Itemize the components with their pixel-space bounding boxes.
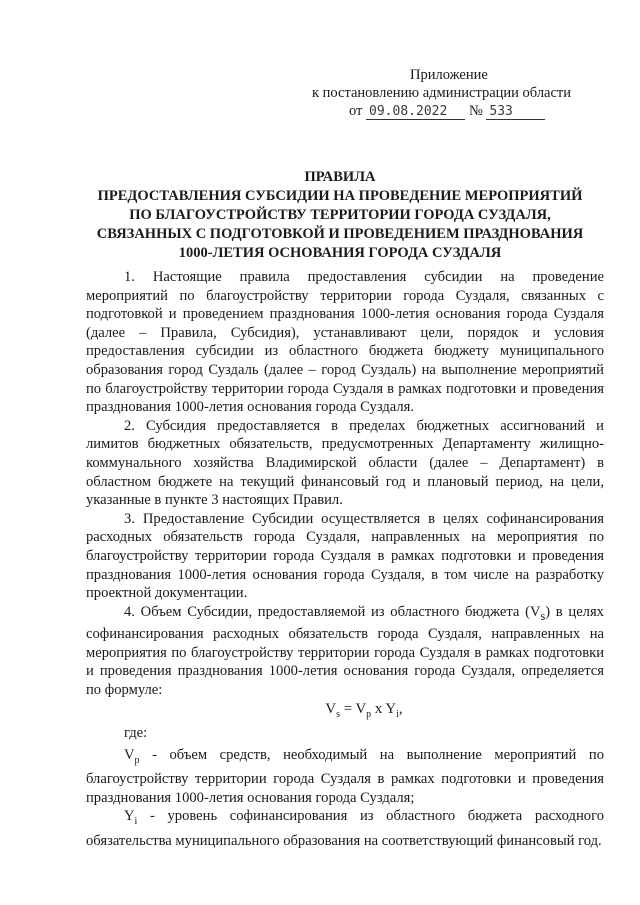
document-body [86,268,604,850]
appendix-resolution-line: к постановлению администрации области [312,85,572,101]
vp-text: - объем средств, необходимый на выполнение мероприятий по благоустройству территории города Суздаля в рамках подготовки и проведения празднования 1000-летия основания города Суздаля; [86,746,604,806]
number-label: № [468,103,483,119]
formula [86,700,604,725]
vp-subscript: p [134,754,140,766]
appendix-title: Приложение [410,67,488,83]
formula-v: V [325,700,337,717]
yi-text: - уровень софинансирования из областного бюджета расходного обязательства муниципального образования на соответствующий финансовый год. [86,808,604,849]
paragraph-4 [86,603,604,700]
appendix-block [302,66,592,121]
formula-sub-p: p [366,708,372,720]
title-line-1: ПРАВИЛА [304,169,376,185]
formula-x: x Y [371,700,397,717]
paragraph-3: 3. Предоставление Субсидии осуществляется в целях софинансирования расходных обязательств города Суздаля, направленных на мероприятия по благоустройству территории города Суздаля в рамках подготовки и проведения празднования 1000-летия основания города Суздаля, в том числе на разработку проектной документации. [86,510,604,602]
title-line-4: СВЯЗАННЫХ С ПОДГОТОВКОЙ И ПРОВЕДЕНИЕМ ПРАЗДНОВАНИЯ [96,226,584,242]
vp-symbol: V [124,746,135,763]
yi-subscript: i [134,816,138,828]
paragraph-4-subscript: s [540,608,546,623]
title-line-2: ПРЕДОСТАВЛЕНИЯ СУБСИДИИ НА ПРОВЕДЕНИЕ МЕРОПРИЯТИЙ [97,188,583,204]
paragraph-4-end: ) в целях софинансирования расходных обязательств города Суздаля, направленных на мероприятия по благоустройству территории города Суздаля в рамках подготовки и проведения празднования 1000-летия основания города Суздаля, определяется по формуле: [86,603,604,698]
resolution-date: 09.08.2022 [366,104,465,120]
title-line-5: 1000-ЛЕТИЯ ОСНОВАНИЯ ГОРОДА СУЗДАЛЯ [178,245,502,261]
yi-symbol: Y [124,808,135,825]
formula-eq: = V [340,700,367,717]
formula-sub-i: i [396,708,399,720]
definition-vp [86,746,604,808]
definition-yi [86,807,604,850]
paragraph-1: 1. Настоящие правила предоставления субсидии на проведение мероприятий по благоустройству территории города Суздаля, связанных с подготовкой и проведением празднования 1000-летия основания города Суздаля (далее – Правила, Субсидия), устанавливают цели, порядок и условия предоставления субсидии из областного бюджета бюджету муниципального образования город Суздаль (далее – город Суздаль) на выполнение мероприятий по благоустройству территории города Суздаля в рамках подготовки и проведения празднования 1000-летия основания города Суздаля. [86,269,604,416]
appendix-date-number-line [302,102,592,121]
document-title [60,168,620,263]
formula-sub-s: s [336,708,340,720]
where-label: где: [124,725,148,742]
from-label: от [349,103,363,119]
title-line-3: ПО БЛАГОУСТРОЙСТВУ ТЕРРИТОРИИ ГОРОДА СУЗДАЛЯ, [129,207,551,223]
paragraph-2: 2. Субсидия предоставляется в пределах бюджетных ассигнований и лимитов бюджетных обязательств, предусмотренных Департаменту жилищно-коммунального хозяйства Владимирской области (далее – Департамент) в областном бюджете на текущий финансовый год и плановый период, на цели, указанные в пункте 3 настоящих Правил. [86,417,604,509]
formula-end: , [398,700,403,717]
paragraph-4-start: 4. Объем Субсидии, предоставляемой из областного бюджета (V [124,603,541,620]
resolution-number: 533 [486,104,544,120]
